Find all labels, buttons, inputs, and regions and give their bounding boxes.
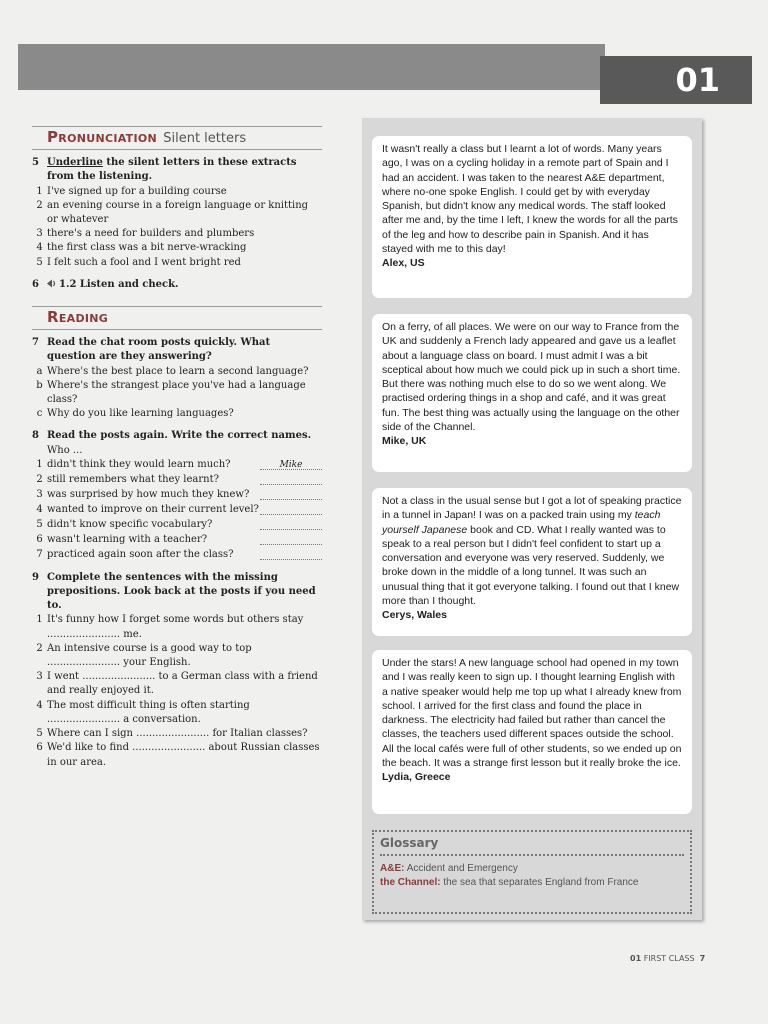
post-author: Alex, US [382,257,425,270]
pronunciation-subtitle: Silent letters [163,131,247,146]
page-number: 7 [699,954,706,963]
chat-post [372,314,692,472]
chat-room-panel [362,118,702,920]
chat-post [372,136,692,298]
exercise-instruction: Listen and check. [79,278,179,290]
list-item: 6 We'd like to find ....................... about Russian classes in our area. [36,742,320,768]
list-item: 2 still remembers what they learnt? [32,473,322,488]
pronunciation-title: Pronunciation [47,128,158,146]
list-item: 3 I went ....................... to a German class with a friend and really enjoyed it. [36,671,318,697]
audio-icon [47,279,57,288]
list-item: 5 didn't know specific vocabulary? [32,518,322,533]
exercise-8 [32,429,322,562]
post-text: On a ferry, of all places. We were on our way to France from the UK and suddenly a French lady appeared and gave us a leaflet about a language class on board. I must admit I was a bit sceptical about how much we could pick up in such a short time. But there was nothing much else to do so we went along. We practised ordering things in a shop and café, and it was great fun. The best thing was actually using the language on the other side of the Channel. [382,321,681,434]
exercise-number: 5 [32,157,39,169]
header-bar [18,44,605,90]
exercise-instruction: Read the chat room posts quickly. What question are they answering? [47,337,271,363]
answer-blank[interactable] [260,503,322,515]
list-item: 4 the first class was a bit nerve-wracking [36,242,247,254]
pronunciation-heading [32,126,322,150]
post-text: It wasn't really a class but I learnt a lot of words. Many years ago, I was on a cycling holiday in a remote part of Spain and I had an accident. I was taken to the nearest A&E department, where no-one spoke English. I could get by with everyday Spanish, but didn't know any medical words. The staff looked after me and, by the time I left, I knew the words for all the parts of the leg and how to describe pain in Spanish. And it has stayed with me to this day! [382,143,678,256]
list-item: c Why do you like learning languages? [36,408,234,420]
list-item: 1 I've signed up for a building course [36,185,227,197]
chat-post [372,488,692,636]
list-item: 4 wanted to improve on their current level? [32,503,322,518]
footer-unit: 01 [630,954,642,963]
list-item: 5 Where can I sign ....................... for Italian classes? [36,728,308,740]
answer-blank[interactable] [260,548,322,560]
list-item: 6 wasn't learning with a teacher? [32,533,322,548]
page-footer [630,954,705,963]
post-author: Mike, UK [382,435,427,448]
glossary-box [372,830,692,914]
answer-blank[interactable] [260,488,322,500]
exercise-7 [32,336,322,421]
exercise-5 [32,156,322,270]
list-item: 3 there's a need for builders and plumbers [36,228,255,240]
exercise-instruction: Underline the silent letters in these extracts from the listening. [47,157,297,183]
list-item: 1 didn't think they would learn much? Mike [32,458,322,473]
list-item: 3 was surprised by how much they knew? [32,488,322,503]
unit-number: 01 [675,61,720,99]
glossary-entry: the Channel: the sea that separates England from France [380,877,639,888]
list-item: 2 an evening course in a foreign language or knitting or whatever [36,199,309,226]
post-author: Lydia, Greece [382,771,451,784]
exercise-number: 8 [32,430,39,442]
post-text: Not a class in the usual sense but I got a lot of speaking practice in a tunnel in Japan! I was on a packed train using my teach yourself Japanese book and CD. What I really wanted was to speak to a real person but I didn't feel confident to start up a conversation and everyone was very reserved. Suddenly, we broke down in the middle of a long tunnel. It was such an unusual thing that it got everyone talking. I found out that I knew more than I thought. [382,495,682,608]
exercises-column [32,126,322,778]
answer-blank[interactable] [260,533,322,545]
list-item: 1 It's funny how I forget some words but others stay ....................... me. [36,614,304,640]
exercise-instruction: Complete the sentences with the missing prepositions. Look back at the posts if you need to. [47,571,316,612]
list-item: 2 An intensive course is a good way to top ....................... your English. [36,642,252,669]
unit-number-badge [600,56,752,104]
glossary-title: Glossary [380,836,684,856]
exercise-lead: Who ... [47,444,83,456]
exercise-number: 7 [32,337,39,349]
answer-blank[interactable] [260,473,322,485]
reading-title: Reading [47,308,109,327]
exercise-6 [32,278,322,292]
exercise-number: 9 [32,571,39,583]
exercise-number: 6 [32,278,39,290]
answer-blank[interactable]: Mike [260,458,322,470]
footer-label: FIRST CLASS [643,954,695,963]
answer-blank[interactable] [260,518,322,530]
glossary-entry: A&E: Accident and Emergency [380,863,518,874]
list-item: 4 The most difficult thing is often starting ....................... a conversation. [36,699,250,725]
exercise-instruction: Read the posts again. Write the correct names. [47,430,312,442]
exercise-9 [32,571,322,770]
list-item: 7 practiced again soon after the class? [32,548,322,563]
reading-heading [32,306,322,330]
track-number: 1.2 [59,278,77,290]
post-text: Under the stars! A new language school had opened in my town and I was really keen to sign up. I thought learning English with a native speaker would help me top up what I already knew from school. I arrived for the first class and found the place in darkness. The electricity had failed but rather than cancel the classes, the teachers used different spaces outside the school. All the local cafés were full of other students, so we ended up on the beach. It was a strange first lesson but it really broke the ice. [382,657,682,770]
list-item: 5 I felt such a fool and I went bright red [36,256,241,268]
list-item: b Where's the strangest place you've had a language class? [36,379,306,406]
post-author: Cerys, Wales [382,609,447,622]
list-item: a Where's the best place to learn a second language? [36,365,309,377]
chat-post [372,650,692,814]
